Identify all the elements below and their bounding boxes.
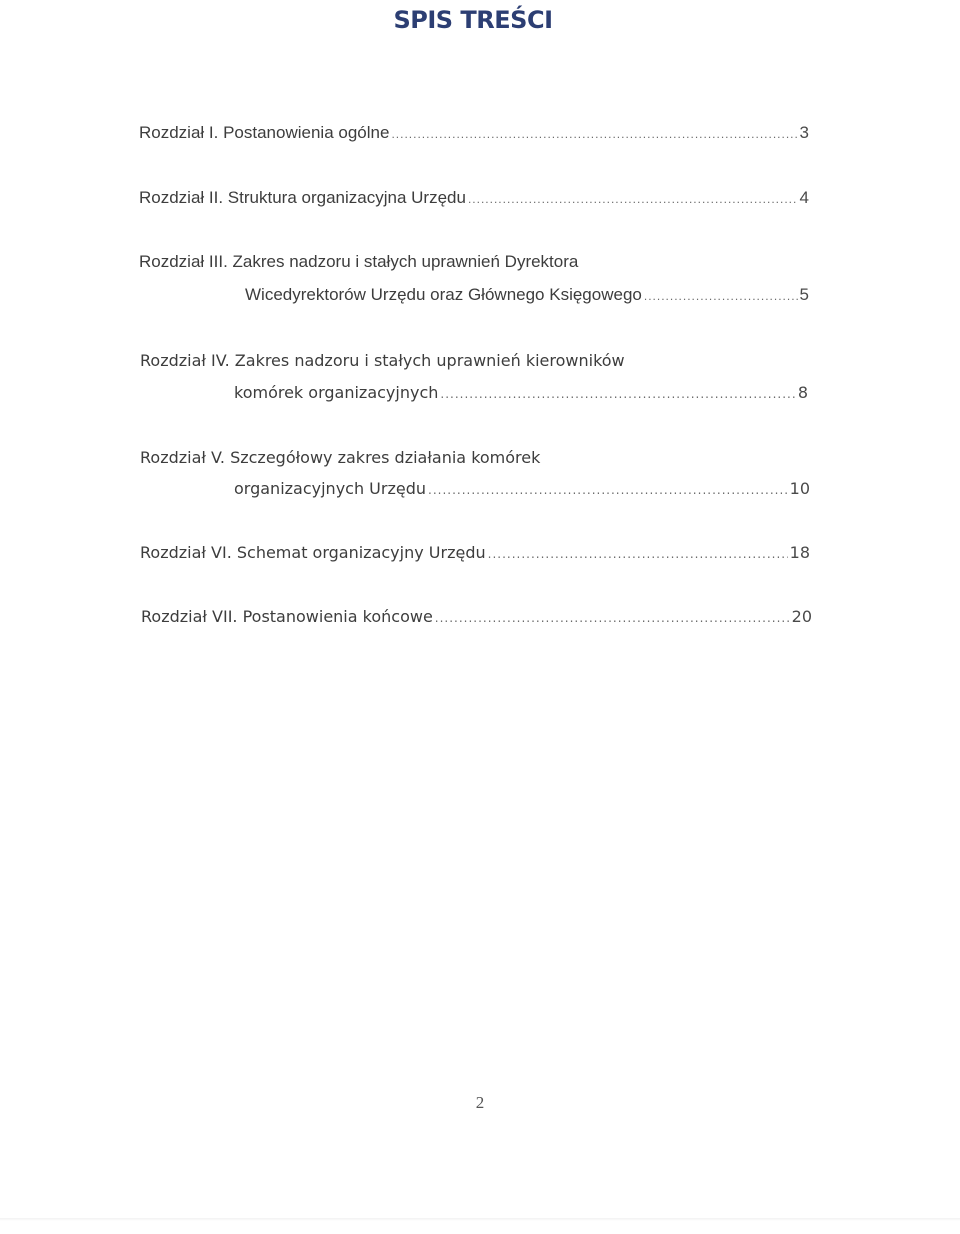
toc-entry-label: komórek organizacyjnych — [234, 383, 439, 402]
toc-entry-chapter-2 — [139, 187, 809, 210]
toc-page-number: 4 — [799, 188, 809, 207]
toc-page-number: 20 — [791, 607, 812, 626]
toc-entry-label: Rozdział II. Struktura organizacyjna Urzędu — [139, 188, 466, 207]
dot-leader — [468, 188, 798, 210]
toc-entry-chapter-4-line-1: Rozdział IV. Zakres nadzoru i stałych uprawnień kierowników — [140, 351, 625, 370]
toc-entry-label: Rozdział VI. Schemat organizacyjny Urzędu — [140, 543, 486, 562]
dot-leader — [488, 543, 788, 565]
dot-leader — [644, 285, 798, 307]
toc-page-number: 18 — [789, 543, 810, 562]
toc-entry-label: Rozdział I. Postanowienia ogólne — [139, 123, 390, 142]
toc-entry-chapter-5 — [234, 478, 810, 501]
scan-edge-shadow — [0, 1218, 960, 1221]
toc-page-number: 8 — [797, 383, 808, 402]
dot-leader — [440, 383, 795, 405]
toc-entry-label: organizacyjnych Urzędu — [234, 479, 427, 498]
toc-entry-label: Rozdział VII. Postanowienia końcowe — [141, 607, 433, 626]
toc-entry-chapter-3-line-1: Rozdział III. Zakres nadzoru i stałych uprawnień Dyrektora — [139, 252, 579, 271]
toc-page-number: 3 — [799, 123, 809, 142]
toc-entry-chapter-4 — [234, 382, 808, 405]
toc-entry-chapter-5-line-1: Rozdział V. Szczegółowy zakres działania komórek — [140, 448, 541, 467]
toc-entry-chapter-1 — [139, 122, 809, 145]
dot-leader — [428, 479, 788, 501]
toc-page-number: 5 — [799, 285, 809, 304]
page-number: 2 — [475, 1093, 485, 1112]
toc-entry-chapter-7 — [141, 606, 812, 629]
document-title: SPIS TREŚCI — [393, 6, 553, 34]
dot-leader — [391, 123, 797, 145]
toc-entry-chapter-3 — [245, 284, 809, 307]
toc-entry-label: Wicedyrektorów Urzędu oraz Głównego Księgowego — [245, 285, 642, 304]
toc-page-number: 10 — [789, 479, 810, 498]
toc-entry-chapter-6 — [140, 542, 810, 565]
dot-leader — [435, 607, 790, 629]
